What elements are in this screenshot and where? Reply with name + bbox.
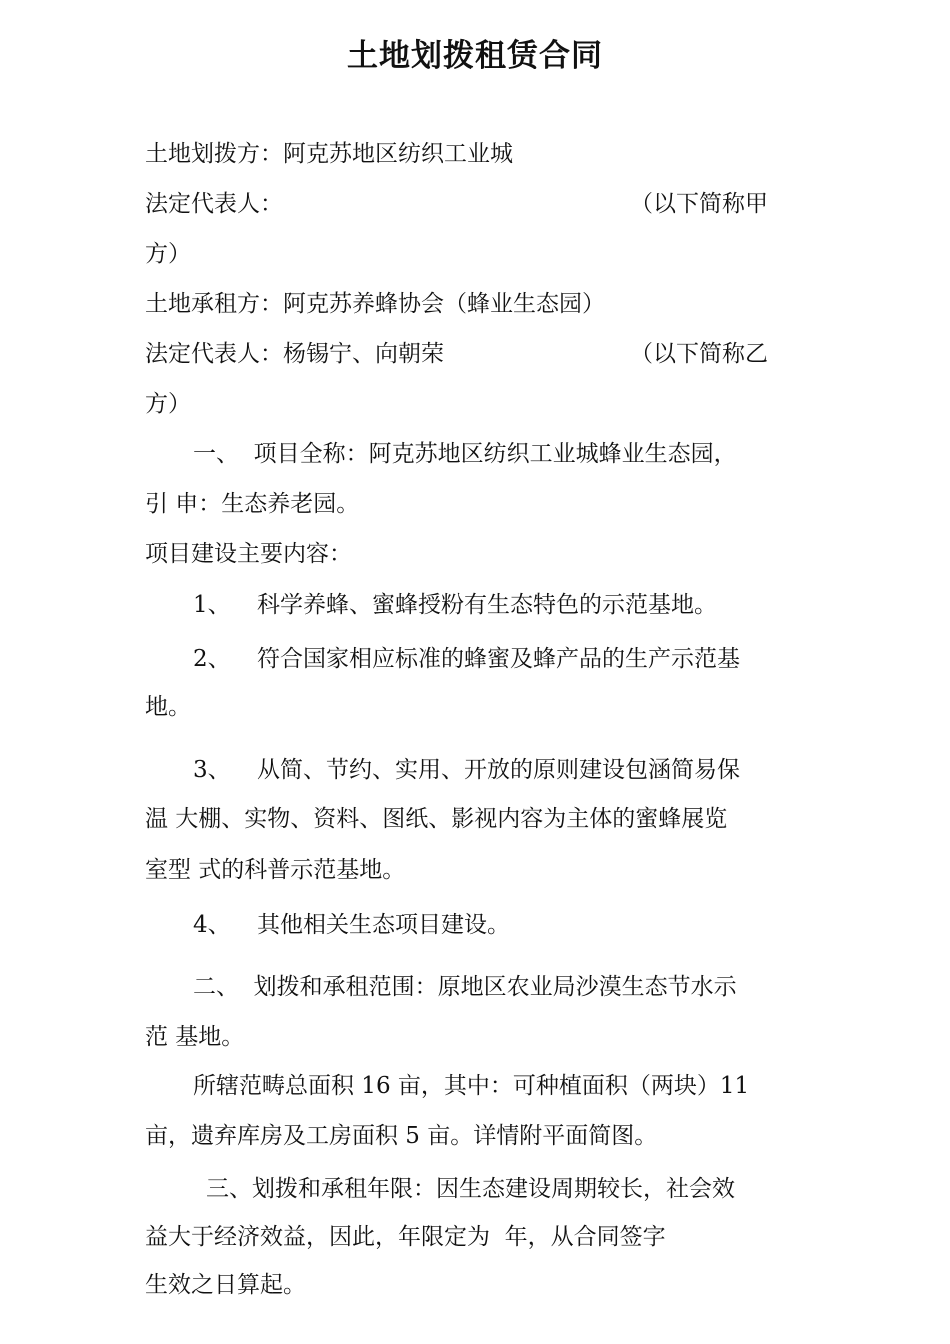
section1-item4 xyxy=(193,910,510,940)
item1-number: 1、 xyxy=(193,592,231,618)
item4-number: 4、 xyxy=(193,912,231,938)
item3-text-line3: 室型 式的科普示范基地。 xyxy=(145,857,406,883)
lessee-line: 土地承租方：阿克苏养蜂协会（蜂业生态园） xyxy=(145,291,605,317)
item2-text-line2: 地。 xyxy=(145,694,191,720)
section1-heading-line2: 引 申：生态养老园。 xyxy=(145,491,360,517)
item1-text: 科学养蜂、蜜蜂授粉有生态特色的示范基地。 xyxy=(257,592,717,618)
section2-line1: 二、 划拨和承租范围：原地区农业局沙漠生态节水示 xyxy=(193,974,737,1000)
lessee-representative-line: 法定代表人：杨锡宁、向朝荣 xyxy=(145,341,444,367)
section3-line3: 生效之日算起。 xyxy=(145,1272,306,1298)
item4-text: 其他相关生态项目建设。 xyxy=(257,912,510,938)
section1-item1 xyxy=(193,590,717,620)
section1-item2 xyxy=(193,644,740,674)
section1-heading-line1: 一、 项目全称：阿克苏地区纺织工业城蜂业生态园， xyxy=(193,441,737,467)
item2-number: 2、 xyxy=(193,646,231,672)
grantor-abbreviation-note: （以下简称甲 xyxy=(630,191,768,217)
document-title: 土地划拨租赁合同 xyxy=(347,38,603,74)
item3-text-line2: 温 大棚、实物、资料、图纸、影视内容为主体的蜜蜂展览 xyxy=(145,806,728,832)
section2-line3: 所辖范畴总面积 16 亩，其中：可种植面积（两块）11 xyxy=(193,1073,750,1099)
lessee-abbreviation-note: （以下简称乙 xyxy=(630,341,768,367)
section1-content-title: 项目建设主要内容： xyxy=(145,541,352,567)
section2-line2: 范 基地。 xyxy=(145,1024,245,1050)
item2-text-line1: 符合国家相应标准的蜂蜜及蜂产品的生产示范基 xyxy=(257,646,740,672)
section1-item3 xyxy=(193,755,740,785)
item3-text-line1: 从简、节约、实用、开放的原则建设包涵简易保 xyxy=(257,757,740,783)
lessee-abbreviation-note-end: 方） xyxy=(145,391,191,417)
item3-number: 3、 xyxy=(193,757,231,783)
grantor-abbreviation-note-end: 方） xyxy=(145,241,191,267)
grantor-representative-line: 法定代表人： xyxy=(145,191,283,217)
section3-line1: 三、划拨和承租年限：因生态建设周期较长，社会效 xyxy=(206,1176,735,1202)
grantor-line: 土地划拨方：阿克苏地区纺织工业城 xyxy=(145,141,513,167)
section2-line4: 亩，遗弃库房及工房面积 5 亩。详情附平面简图。 xyxy=(145,1123,658,1149)
section3-line2: 益大于经济效益，因此，年限定为 年，从合同签字 xyxy=(145,1224,666,1250)
